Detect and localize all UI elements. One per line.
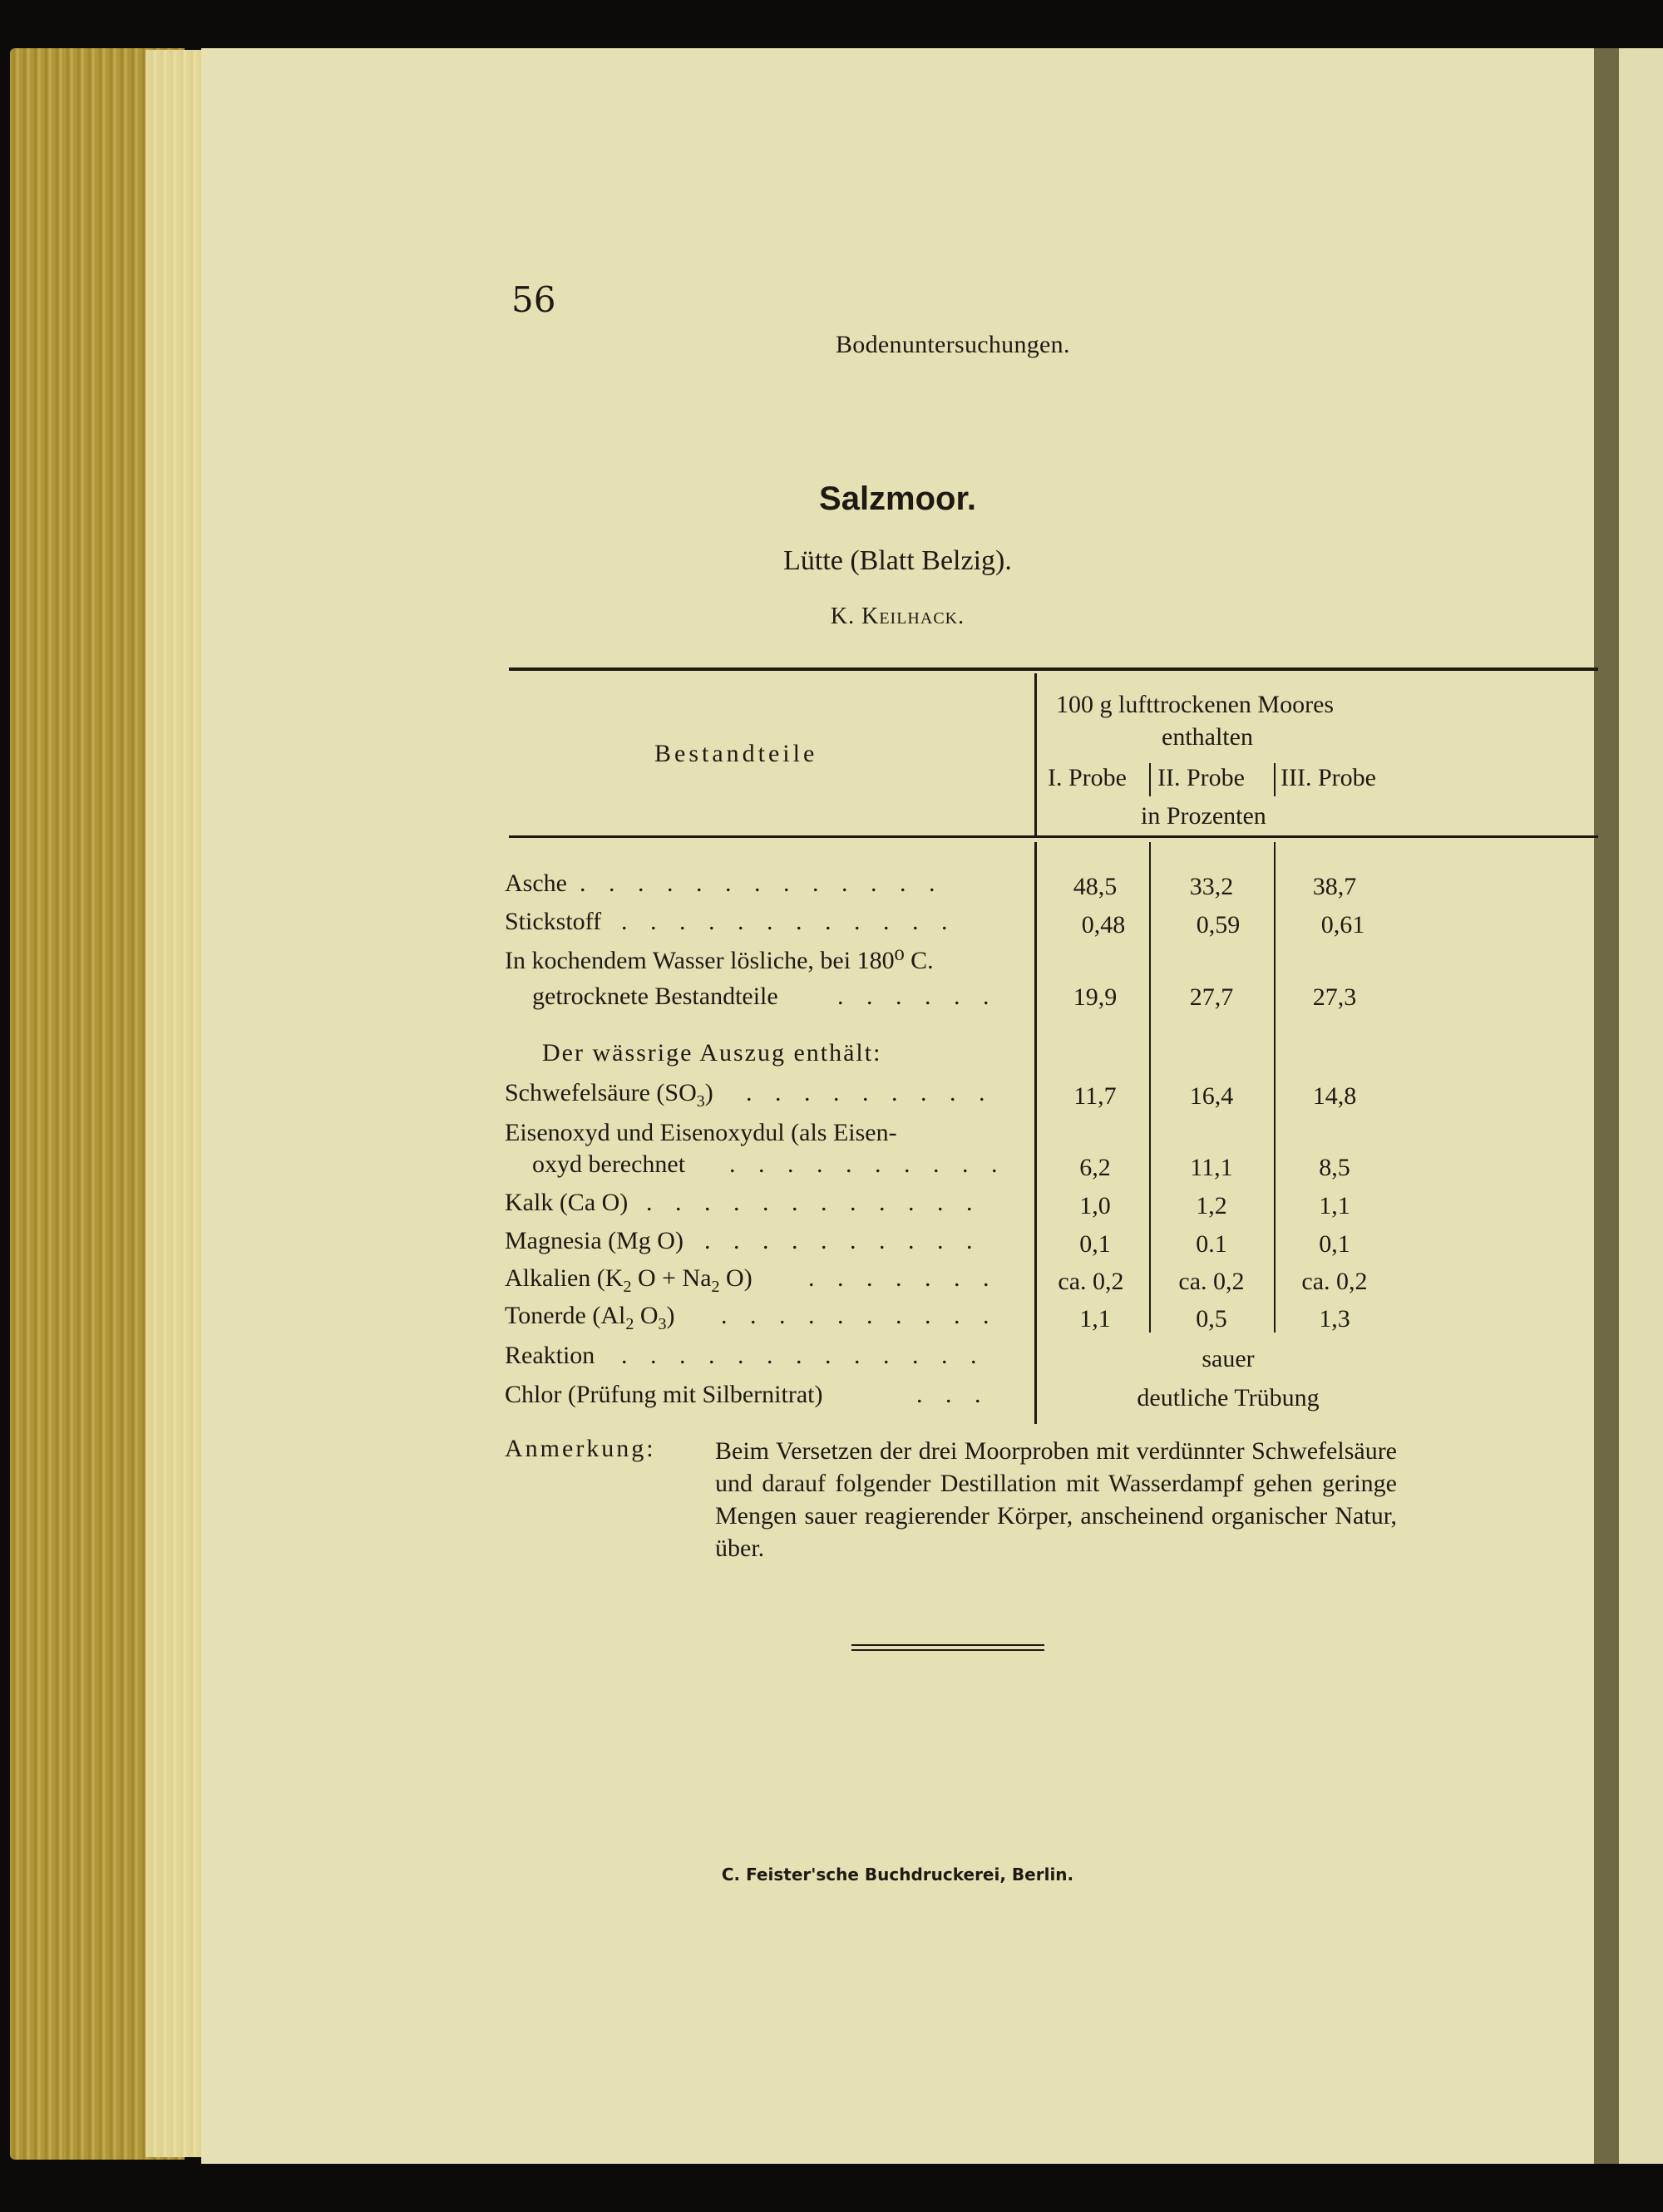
- row-label-line2: getrocknete Bestandteile: [532, 983, 778, 1010]
- table-cell: 27,7: [1189, 983, 1234, 1011]
- section-heading: Der wässrige Auszug enthält:: [542, 1039, 882, 1067]
- leader-dots: . . . . . . . . . . . .: [621, 908, 956, 935]
- note-label: Anmerkung:: [505, 1435, 656, 1462]
- body-column-rule: [1274, 842, 1276, 1333]
- column-header-probe-1: I. Probe: [1048, 764, 1127, 791]
- table-cell: 0,61: [1320, 911, 1365, 938]
- header-vertical-rule: [1034, 673, 1037, 835]
- merged-cell: sauer: [1202, 1345, 1255, 1372]
- leader-dots: . . . . . . . . .: [746, 1079, 994, 1106]
- table-cell: ca. 0,2: [1178, 1268, 1245, 1295]
- group-header-line2: enthalten: [1162, 723, 1253, 751]
- table-cell: 48,5: [1073, 873, 1118, 900]
- table-cell: 1,3: [1319, 1305, 1350, 1333]
- row-label: Magnesia (Mg O): [505, 1227, 683, 1254]
- table-cell: 38,7: [1312, 873, 1357, 900]
- table-cell: 33,2: [1189, 873, 1234, 900]
- table-cell: ca. 0,2: [1058, 1268, 1124, 1295]
- table-cell: 11,1: [1190, 1154, 1233, 1181]
- group-header: 100 g lufttrockenen Moores: [1056, 691, 1335, 718]
- table-cell: 6,2: [1079, 1154, 1111, 1181]
- table-cell: 0,48: [1081, 911, 1126, 938]
- leader-dots: . . .: [916, 1381, 989, 1408]
- body-column-rule: [1149, 842, 1151, 1333]
- table-cell: 27,3: [1312, 983, 1357, 1011]
- running-title: Bodenuntersuchungen.: [836, 331, 1070, 358]
- table-cell: 11,7: [1073, 1082, 1117, 1110]
- header-bottom-rule: [509, 835, 1598, 838]
- merged-cell: deutliche Trübung: [1137, 1384, 1320, 1411]
- table-cell: 19,9: [1073, 983, 1118, 1011]
- leader-dots: . . . . . . . . . .: [729, 1150, 1006, 1178]
- row-label-line2: oxyd berechnet: [532, 1150, 686, 1178]
- page-number: 56: [511, 279, 556, 320]
- row-label: Reaktion: [505, 1342, 595, 1369]
- printer-imprint: C. Feister'sche Buchdruckerei, Berlin.: [721, 1865, 1074, 1884]
- row-label: Asche: [505, 870, 567, 897]
- table-cell: 0,1: [1319, 1230, 1350, 1258]
- row-label: Tonerde ($Al_2$ $O_3$): [505, 1302, 675, 1333]
- row-label: Chlor (Prüfung mit Silbernitrat): [505, 1381, 823, 1408]
- book-page: [201, 48, 1594, 2164]
- leader-dots: . . . . . . . . . . . . .: [621, 1342, 985, 1369]
- table-cell: 16,4: [1189, 1082, 1234, 1110]
- note-text: Beim Versetzen der drei Moorproben mit verdünnter Schwefelsäure und darauf folgender Destillation mit Wasserdampf gehen geringe Mengen sauer reagierender Körper, anscheinend organischer Natur, über.: [715, 1437, 1397, 1562]
- unit-header: in Prozenten: [1141, 802, 1266, 830]
- subheader-rule: [1149, 763, 1151, 796]
- table-cell: 0,5: [1196, 1305, 1227, 1333]
- leader-dots: . . . . . . . . . .: [704, 1227, 981, 1254]
- row-label: Stickstoff: [505, 908, 602, 935]
- row-label: Kalk (Ca O): [505, 1189, 629, 1216]
- column-header-bestandteile: Bestandteile: [654, 740, 818, 767]
- author: K. Keilhack.: [830, 603, 965, 629]
- leader-dots: . . . . . . . . . . . . .: [580, 870, 944, 897]
- column-header-probe-2: II. Probe: [1157, 764, 1245, 791]
- row-label-line1: Eisenoxyd und Eisenoxydul (als Eisen-: [505, 1119, 897, 1146]
- table-cell: 0,59: [1196, 911, 1241, 938]
- column-header-probe-3: III. Probe: [1281, 764, 1376, 791]
- row-label: Schwefelsäure $(SO_3)$: [505, 1079, 713, 1111]
- end-rule: [851, 1644, 1044, 1646]
- table-cell: 14,8: [1312, 1082, 1357, 1110]
- row-label: Alkalien ($K_2$ $O + Na_2$ O): [505, 1264, 753, 1296]
- table-cell: ca. 0,2: [1301, 1268, 1368, 1295]
- leader-dots: . . . . . . .: [808, 1264, 998, 1292]
- table-cell: 8,5: [1319, 1154, 1350, 1181]
- leader-dots: . . . . . .: [837, 983, 998, 1010]
- subheader-rule: [1274, 763, 1276, 796]
- end-rule: [851, 1649, 1044, 1651]
- table-cell: 0.1: [1196, 1230, 1227, 1258]
- leader-dots: . . . . . . . . . .: [721, 1302, 998, 1329]
- table-cell: 1,2: [1196, 1192, 1227, 1219]
- table-cell: 1,1: [1319, 1192, 1350, 1219]
- facing-page: [1619, 48, 1663, 2164]
- title: Salzmoor.: [819, 480, 976, 517]
- table-top-rule: [509, 668, 1598, 671]
- row-label-line1: In kochendem Wasser lösliche, bei 180⁰ C.: [505, 947, 934, 974]
- table-cell: 1,0: [1079, 1192, 1111, 1219]
- subtitle: Lütte (Blatt Belzig).: [783, 545, 1012, 576]
- table-cell: 0,1: [1079, 1230, 1111, 1258]
- body-vertical-rule: [1034, 842, 1037, 1424]
- table-cell: 1,1: [1079, 1305, 1111, 1333]
- facing-page-shadow: [1594, 48, 1619, 2164]
- leader-dots: . . . . . . . . . . . .: [646, 1189, 981, 1216]
